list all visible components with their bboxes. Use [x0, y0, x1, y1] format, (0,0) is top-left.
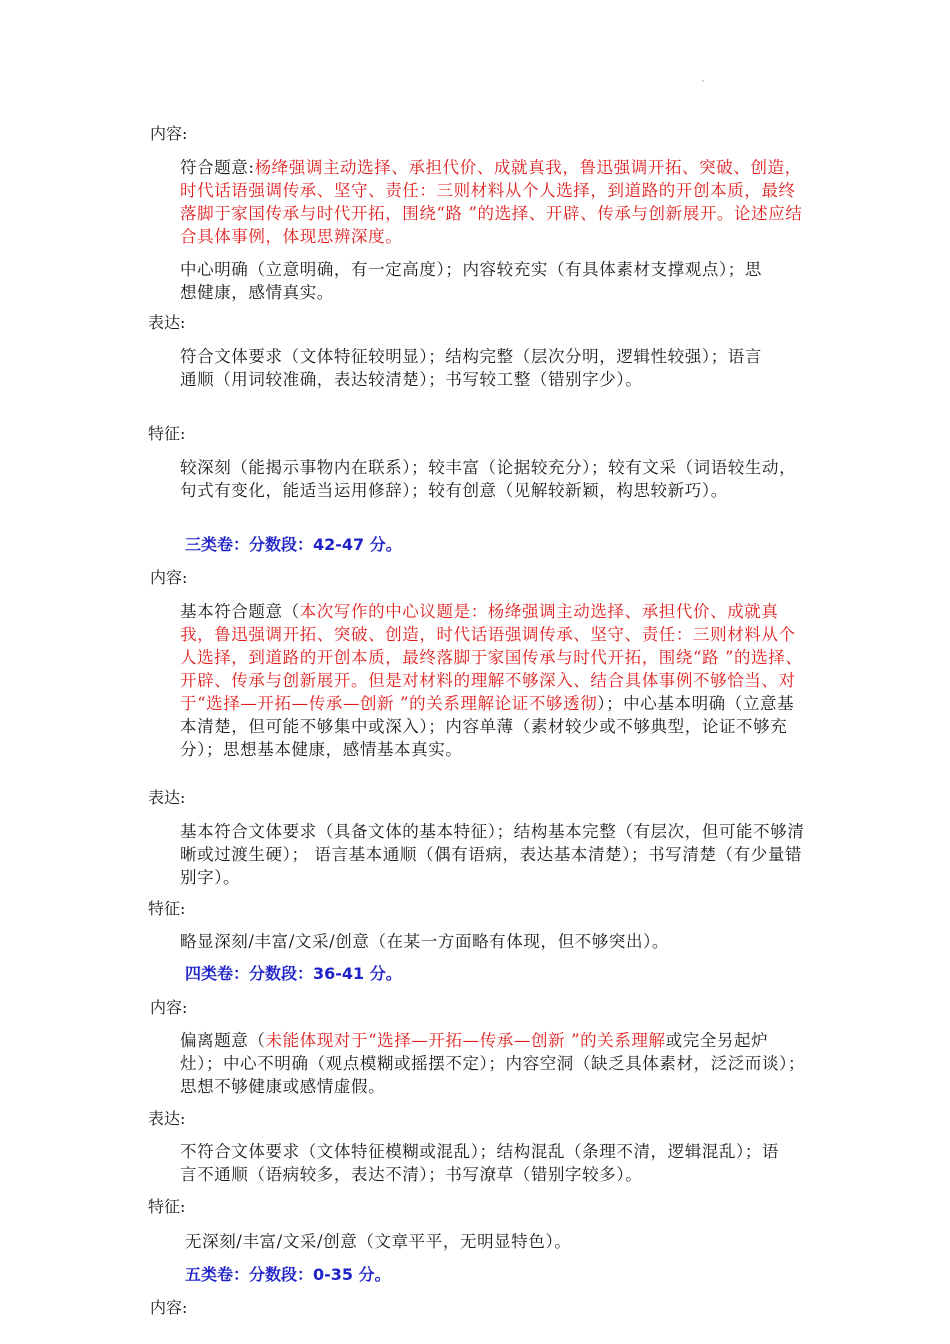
topic-explanation: 本次写作的中心议题是：杨绛强调主动选择、承担代价、成就真我，鲁迅强调开拓、突破、创造，时代话语强调传承、坚守、责任：三则材料从个人选择，到道路的开创本质，最终落脚于家国传承与时代开拓，围绕“路 ”的选择、开辟、传承与创新展开。但是对材料的理解不够深入、结合具体事例不够恰当、对于“选择—开拓—传承—创新 ”的关系理解论证不够透彻: [180, 602, 803, 713]
content-quality-paragraph: 中心明确（立意明确，有一定高度）；内容较充实（有具体素材支撑观点）；思想健康，感情真实。: [180, 260, 762, 302]
content-label: 内容:: [150, 568, 188, 587]
feature-paragraph: 略显深刻/丰富/文采/创意（在某一方面略有体现，但不够突出）。: [180, 932, 670, 951]
expression-paragraph: 符合文体要求（文体特征较明显）；结构完整（层次分明，逻辑性较强）；语言通顺（用词较准确，表达较清楚）；书写较工整（错别字少）。: [180, 347, 762, 389]
topic-explanation: 未能体现对于“选择—开拓—传承—创新 ”的关系理解: [265, 1031, 666, 1050]
content-criteria-paragraph: [180, 156, 810, 248]
section-heading-third: 三类卷：分数段：42-47 分。: [185, 535, 402, 554]
topic-explanation: 杨绛强调主动选择、承担代价、成就真我，鲁迅强调开拓、突破、创造，时代话语强调传承、坚守、责任：三则材料从个人选择，到道路的开创本质，最终落脚于家国传承与时代开拓，围绕“路 ”的选择、开辟、传承与创新展开。论述应结合具体事例，体现思辨深度。: [180, 158, 803, 246]
expression-paragraph: 基本符合文体要求（具备文体的基本特征）；结构基本完整（有层次，但可能不够清晰或过渡生硬）； 语言基本通顺（偶有语病，表达基本清楚）；书写清楚（有少量错别字）。: [180, 822, 805, 887]
feature-label: 特征:: [148, 424, 186, 443]
criteria-tail: 或完全另起炉灶）；中心不明确（观点模糊或摇摆不定）；内容空洞（缺乏具体素材，泛泛而谈）；思想不够健康或感情虚假。: [180, 1031, 806, 1096]
section-heading-fifth: 五类卷：分数段：0-35 分。: [185, 1265, 391, 1284]
content-label: 内容:: [150, 1298, 188, 1317]
expression-label: 表达:: [148, 788, 186, 807]
criteria-lead: 基本符合题意（: [180, 602, 300, 621]
criteria-tail: ）；中心基本明确（立意基本清楚，但可能不够集中或深入）；内容单薄（素材较少或不够典型，论证不够充分）；思想基本健康，感情基本真实。: [180, 694, 795, 759]
content-label: 内容:: [150, 124, 188, 143]
section-heading-fourth: 四类卷：分数段：36-41 分。: [185, 964, 402, 983]
criteria-lead: 偏离题意（: [180, 1031, 266, 1050]
expression-label: 表达:: [148, 1109, 186, 1128]
expression-label: 表达:: [148, 313, 186, 332]
expression-paragraph: 不符合文体要求（文体特征模糊或混乱）；结构混乱（条理不清，逻辑混乱）；语言不通顺（语病较多，表达不清）；书写潦草（错别字较多）。: [180, 1142, 780, 1184]
feature-label: 特征:: [148, 1197, 186, 1216]
content-paragraph: [180, 600, 810, 761]
feature-paragraph: 无深刻/丰富/文采/创意（文章平平，无明显特色）。: [185, 1232, 572, 1251]
content-label: 内容:: [150, 998, 188, 1017]
feature-label: 特征:: [148, 899, 186, 918]
criteria-lead: 符合题意:: [180, 158, 255, 177]
page-mark: [702, 80, 704, 82]
feature-paragraph: 较深刻（能揭示事物内在联系）；较丰富（论据较充分）；较有文采（词语较生动，句式有变化，能适当运用修辞）；较有创意（见解较新颖，构思较新巧）。: [180, 458, 797, 500]
content-paragraph: [180, 1029, 810, 1098]
